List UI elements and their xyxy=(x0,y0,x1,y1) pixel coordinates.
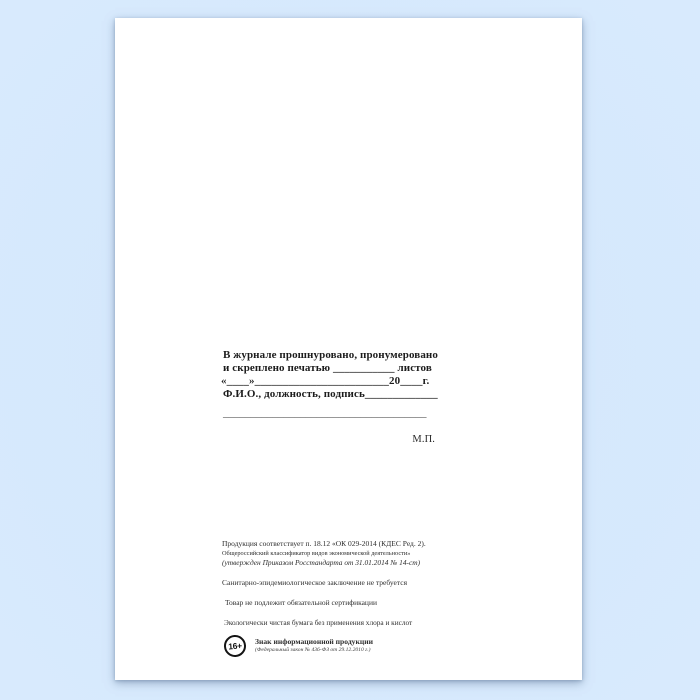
binding-line-2: и скреплено печатью ___________ листов xyxy=(223,362,432,374)
binding-line-5-blank: _____________________________________ xyxy=(223,407,427,419)
binding-line-3-date: «____»________________________20____г. xyxy=(221,375,430,387)
binding-line-4-signature: Ф.И.О., должность, подпись_____________ xyxy=(223,388,438,400)
sanitary-note: Санитарно-эпидемиологическое заключение не требуется xyxy=(222,578,408,587)
compliance-note-line-3: (утвержден Приказом Росстандарта от 31.01.2014 № 14-ст) xyxy=(222,558,421,567)
compliance-note-line-1: Продукция соответствует п. 18.12 «ОК 029-2014 (КДЕС Ред. 2). xyxy=(222,539,426,548)
binding-line-1: В журнале прошнуровано, пронумеровано xyxy=(223,349,438,361)
compliance-note-line-2: Общероссийский классификатор видов экономической деятельности» xyxy=(222,550,411,557)
imprint-block xyxy=(222,539,472,657)
eco-paper-note: Экологически чистая бумага без применения хлора и кислот xyxy=(224,618,413,627)
age-rating-label: Знак информационной продукции xyxy=(255,637,373,646)
age-rating-row xyxy=(222,635,472,657)
certification-note: Товар не подлежит обязательной сертификации xyxy=(225,598,377,607)
stamp-place-mark: М.П. xyxy=(412,434,435,445)
binding-statement xyxy=(223,349,445,446)
document-page xyxy=(115,18,582,680)
age-rating-16-icon: 16+ xyxy=(223,634,246,657)
age-rating-law-note: (Федеральный закон № 436-ФЗ от 29.12.2010 г.) xyxy=(255,646,371,653)
age-rating-info xyxy=(255,635,373,654)
